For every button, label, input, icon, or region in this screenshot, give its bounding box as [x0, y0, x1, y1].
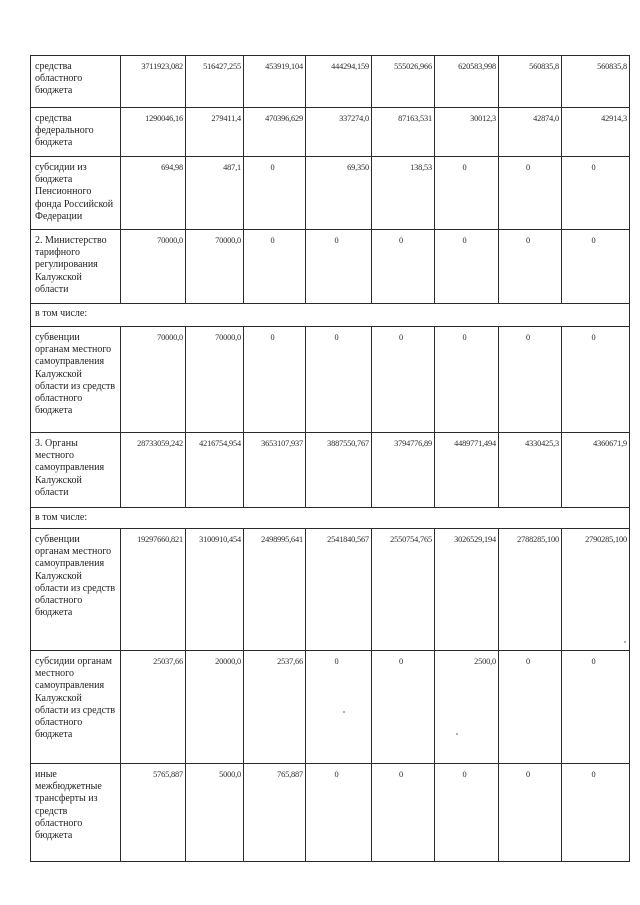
row-label: средства областного бюджета	[31, 56, 121, 108]
value-cell: 70000,0	[186, 327, 244, 433]
value-cell: 0	[372, 230, 435, 304]
value-cell: 487,1	[186, 157, 244, 230]
value-cell: 3653107,937	[244, 433, 306, 508]
value-cell: 2550754,765	[372, 529, 435, 651]
value-cell: 42914,3	[562, 108, 630, 157]
value-cell: 0	[435, 230, 499, 304]
value-cell: 4489771,494	[435, 433, 499, 508]
value-cell: 3026529,194	[435, 529, 499, 651]
value-cell: 0	[244, 230, 306, 304]
value-cell: 0	[499, 157, 562, 230]
value-cell: 560835,8	[562, 56, 630, 108]
section-subheader-row	[31, 304, 630, 327]
value-cell: 0	[562, 230, 630, 304]
value-cell: 42874,0	[499, 108, 562, 157]
value-cell: 0	[306, 764, 372, 862]
value-cell: 0	[562, 764, 630, 862]
row-label: субвенции органам местного самоуправления Калужской области из средств областного бюджета	[31, 529, 121, 651]
value-cell: 2537,66	[244, 651, 306, 764]
value-cell: 2498995,641	[244, 529, 306, 651]
value-cell: 765,887	[244, 764, 306, 862]
value-cell: 516427,255	[186, 56, 244, 108]
value-cell: 0	[372, 764, 435, 862]
value-cell: 3887550,767	[306, 433, 372, 508]
value-cell: 1290046,16	[121, 108, 186, 157]
budget-table	[30, 55, 630, 862]
value-cell: 2790285,100	[562, 529, 630, 651]
value-cell: 4216754,954	[186, 433, 244, 508]
value-cell: 70000,0	[121, 327, 186, 433]
scan-speck	[343, 711, 345, 713]
value-cell: 87163,531	[372, 108, 435, 157]
value-cell: 0	[562, 651, 630, 764]
value-cell: 0	[306, 651, 372, 764]
scan-speck	[456, 733, 458, 735]
value-cell: 0	[562, 327, 630, 433]
value-cell: 694,98	[121, 157, 186, 230]
value-cell: 444294,159	[306, 56, 372, 108]
table-row	[31, 433, 630, 508]
value-cell: 0	[499, 764, 562, 862]
value-cell: 2541840,567	[306, 529, 372, 651]
table-row	[31, 157, 630, 230]
value-cell: 560835,8	[499, 56, 562, 108]
row-label: субвенции органам местного самоуправления Калужской области из средств областного бюджета	[31, 327, 121, 433]
value-cell: 28733059,242	[121, 433, 186, 508]
value-cell: 0	[499, 651, 562, 764]
value-cell: 3794776,89	[372, 433, 435, 508]
value-cell: 19297660,821	[121, 529, 186, 651]
value-cell: 0	[372, 651, 435, 764]
scan-speck	[624, 641, 626, 643]
value-cell: 337274,0	[306, 108, 372, 157]
value-cell: 2500,0	[435, 651, 499, 764]
value-cell: 0	[435, 157, 499, 230]
value-cell: 0	[435, 327, 499, 433]
row-label: 3. Органы местного самоуправления Калужской области	[31, 433, 121, 508]
value-cell: 0	[244, 327, 306, 433]
row-label: субсидии из бюджета Пенсионного фонда Российской Федерации	[31, 157, 121, 230]
value-cell: 138,53	[372, 157, 435, 230]
value-cell: 5765,887	[121, 764, 186, 862]
value-cell: 0	[499, 327, 562, 433]
table-row	[31, 764, 630, 862]
value-cell: 0	[306, 327, 372, 433]
value-cell: 3100910,454	[186, 529, 244, 651]
value-cell: 25037,66	[121, 651, 186, 764]
value-cell: 30012,3	[435, 108, 499, 157]
table-row	[31, 651, 630, 764]
value-cell: 555026,966	[372, 56, 435, 108]
value-cell: 470396,629	[244, 108, 306, 157]
table-row	[31, 56, 630, 108]
value-cell: 4330425,3	[499, 433, 562, 508]
value-cell: 3711923,082	[121, 56, 186, 108]
value-cell: 5000,0	[186, 764, 244, 862]
value-cell: 2788285,100	[499, 529, 562, 651]
row-label: субсидии органам местного самоуправления Калужской области из средств областного бюджета	[31, 651, 121, 764]
value-cell: 20000,0	[186, 651, 244, 764]
row-label: средства федерального бюджета	[31, 108, 121, 157]
value-cell: 4360671,9	[562, 433, 630, 508]
subheader-cell: в том числе:	[31, 304, 630, 327]
section-subheader-row	[31, 508, 630, 529]
row-label: 2. Министерство тарифного регулирования Калужской области	[31, 230, 121, 304]
value-cell: 0	[244, 157, 306, 230]
value-cell: 453919,104	[244, 56, 306, 108]
value-cell: 0	[306, 230, 372, 304]
value-cell: 70000,0	[121, 230, 186, 304]
value-cell: 69,350	[306, 157, 372, 230]
value-cell: 70000,0	[186, 230, 244, 304]
value-cell: 0	[435, 764, 499, 862]
table-row	[31, 529, 630, 651]
value-cell: 279411,4	[186, 108, 244, 157]
value-cell: 620583,998	[435, 56, 499, 108]
value-cell: 0	[562, 157, 630, 230]
subheader-cell: в том числе:	[31, 508, 630, 529]
value-cell: 0	[499, 230, 562, 304]
table-row	[31, 230, 630, 304]
value-cell: 0	[372, 327, 435, 433]
row-label: иные межбюджетные трансферты из средств областного бюджета	[31, 764, 121, 862]
table-row	[31, 327, 630, 433]
table-row	[31, 108, 630, 157]
